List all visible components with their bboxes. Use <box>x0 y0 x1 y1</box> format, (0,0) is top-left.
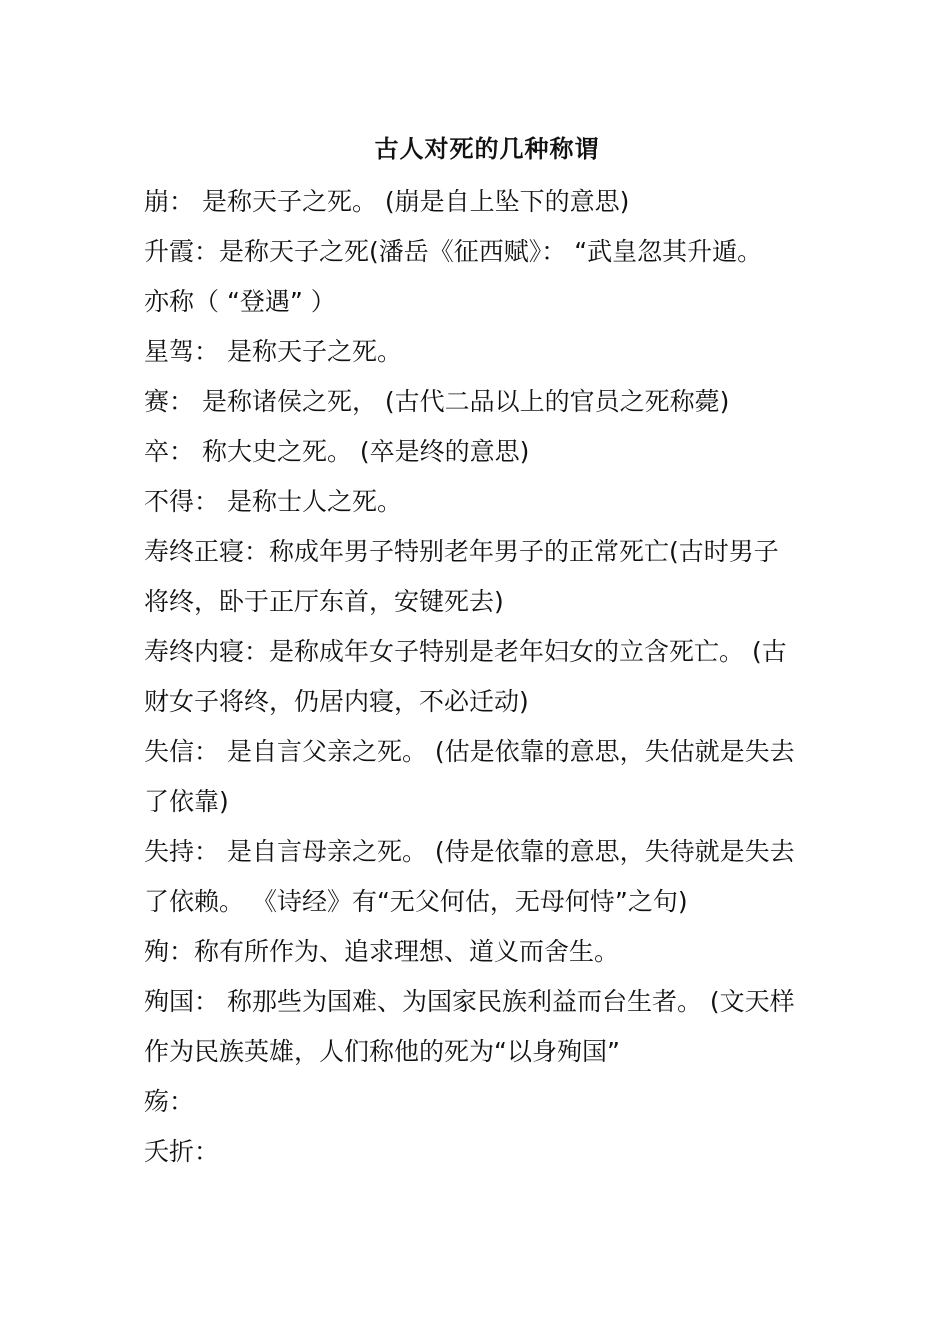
text-line: 了依赖。 《诗经》有“无父何估，无母何恃”之句) <box>144 887 688 916</box>
document-title: 古人对死的几种称谓 <box>374 134 600 163</box>
text-line: 亦称（ “登遇” ） <box>144 287 336 316</box>
text-line: 失持： 是自言母亲之死。 (侍是依靠的意思，失待就是失去 <box>144 837 795 866</box>
text-line: 财女子将终，仍居内寝，不必迁动) <box>144 687 529 716</box>
text-line: 崩： 是称天子之死。 (崩是自上坠下的意思) <box>144 187 630 216</box>
text-line: 赛： 是称诸侯之死， (古代二品以上的官员之死称薨) <box>144 387 730 416</box>
text-line: 殉：称有所作为、追求理想、道义而舍生。 <box>144 937 620 966</box>
document-body <box>144 177 814 1177</box>
text-line: 殉国： 称那些为国难、为国家民族利益而台生者。 (文天样 <box>144 987 795 1016</box>
text-line: 星驾： 是称天子之死。 <box>144 337 402 366</box>
text-line: 夭折： <box>144 1137 220 1166</box>
text-line: 寿终内寝：是称成年女子特别是老年妇女的立含死亡。 (古 <box>144 637 787 666</box>
text-line: 将终，卧于正厅东首，安键死去) <box>144 587 504 616</box>
text-line: 卒： 称大史之死。 (卒是终的意思) <box>144 437 530 466</box>
text-line: 作为民族英雄，人们称他的死为“以身殉国” <box>144 1037 620 1066</box>
text-line: 失信： 是自言父亲之死。 (估是依靠的意思，失估就是失去 <box>144 737 795 766</box>
text-line: 不得： 是称士人之死。 <box>144 487 402 516</box>
text-line: 寿终正寝：称成年男子特别老年男子的正常死亡(古时男子 <box>144 537 779 566</box>
text-line: 升霞：是称天子之死(潘岳《征西赋》： “武皇忽其升遁。 <box>144 237 763 266</box>
text-line: 殇： <box>144 1087 195 1116</box>
text-line: 了依靠) <box>144 787 229 816</box>
